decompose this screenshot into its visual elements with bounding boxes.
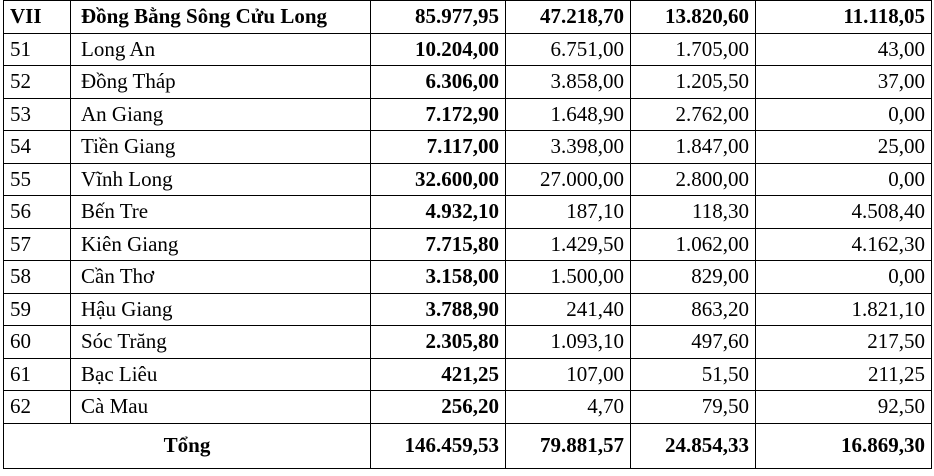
table-row — [4, 326, 932, 359]
table-row — [4, 196, 932, 229]
province-value-2: 107,00 — [506, 358, 631, 391]
table-row — [4, 261, 932, 294]
province-value-1: 7.117,00 — [371, 131, 506, 164]
region-row — [4, 1, 932, 34]
province-name: Long An — [71, 33, 371, 66]
province-value-1: 3.158,00 — [371, 261, 506, 294]
province-name: Cần Thơ — [71, 261, 371, 294]
row-number: 60 — [4, 326, 71, 359]
province-data-table — [3, 0, 932, 469]
province-value-3: 79,50 — [631, 391, 756, 424]
table-row — [4, 358, 932, 391]
region-code: VII — [4, 1, 71, 34]
province-value-1: 7.715,80 — [371, 228, 506, 261]
province-value-2: 3.398,00 — [506, 131, 631, 164]
province-value-2: 1.648,90 — [506, 98, 631, 131]
province-value-1: 6.306,00 — [371, 66, 506, 99]
province-value-4: 1.821,10 — [756, 293, 932, 326]
province-value-2: 27.000,00 — [506, 163, 631, 196]
row-number: 62 — [4, 391, 71, 424]
row-number: 58 — [4, 261, 71, 294]
province-value-4: 217,50 — [756, 326, 932, 359]
table-row — [4, 228, 932, 261]
table-row — [4, 163, 932, 196]
table-row — [4, 98, 932, 131]
region-value-3: 13.820,60 — [631, 1, 756, 34]
province-name: Vĩnh Long — [71, 163, 371, 196]
row-number: 56 — [4, 196, 71, 229]
table-row — [4, 293, 932, 326]
province-value-3: 2.800,00 — [631, 163, 756, 196]
province-value-3: 1.847,00 — [631, 131, 756, 164]
province-value-2: 4,70 — [506, 391, 631, 424]
table-row — [4, 66, 932, 99]
province-value-3: 1.062,00 — [631, 228, 756, 261]
province-value-3: 497,60 — [631, 326, 756, 359]
province-value-1: 10.204,00 — [371, 33, 506, 66]
province-name: An Giang — [71, 98, 371, 131]
province-value-4: 37,00 — [756, 66, 932, 99]
province-name: Tiền Giang — [71, 131, 371, 164]
province-value-2: 187,10 — [506, 196, 631, 229]
province-value-3: 829,00 — [631, 261, 756, 294]
total-value-1: 146.459,53 — [371, 423, 506, 468]
province-value-1: 7.172,90 — [371, 98, 506, 131]
region-value-2: 47.218,70 — [506, 1, 631, 34]
province-value-3: 1.705,00 — [631, 33, 756, 66]
total-value-4: 16.869,30 — [756, 423, 932, 468]
province-value-3: 863,20 — [631, 293, 756, 326]
row-number: 53 — [4, 98, 71, 131]
province-name: Sóc Trăng — [71, 326, 371, 359]
province-value-2: 1.093,10 — [506, 326, 631, 359]
province-value-2: 1.429,50 — [506, 228, 631, 261]
province-name: Đồng Tháp — [71, 66, 371, 99]
province-value-4: 92,50 — [756, 391, 932, 424]
row-number: 61 — [4, 358, 71, 391]
province-value-2: 3.858,00 — [506, 66, 631, 99]
row-number: 54 — [4, 131, 71, 164]
province-value-1: 256,20 — [371, 391, 506, 424]
province-value-4: 43,00 — [756, 33, 932, 66]
province-name: Hậu Giang — [71, 293, 371, 326]
row-number: 52 — [4, 66, 71, 99]
row-number: 55 — [4, 163, 71, 196]
province-value-4: 0,00 — [756, 163, 932, 196]
province-value-2: 6.751,00 — [506, 33, 631, 66]
province-value-4: 25,00 — [756, 131, 932, 164]
province-value-2: 1.500,00 — [506, 261, 631, 294]
province-value-1: 3.788,90 — [371, 293, 506, 326]
province-name: Cà Mau — [71, 391, 371, 424]
region-name: Đồng Bằng Sông Cửu Long — [71, 1, 371, 34]
province-value-3: 118,30 — [631, 196, 756, 229]
province-value-4: 4.162,30 — [756, 228, 932, 261]
total-value-3: 24.854,33 — [631, 423, 756, 468]
province-name: Kiên Giang — [71, 228, 371, 261]
table-row — [4, 131, 932, 164]
total-row — [4, 423, 932, 468]
province-value-3: 51,50 — [631, 358, 756, 391]
province-value-4: 0,00 — [756, 98, 932, 131]
province-value-1: 4.932,10 — [371, 196, 506, 229]
province-value-3: 2.762,00 — [631, 98, 756, 131]
row-number: 51 — [4, 33, 71, 66]
province-name: Bạc Liêu — [71, 358, 371, 391]
row-number: 57 — [4, 228, 71, 261]
province-value-4: 0,00 — [756, 261, 932, 294]
total-label: Tổng — [4, 423, 371, 468]
province-value-2: 241,40 — [506, 293, 631, 326]
region-value-1: 85.977,95 — [371, 1, 506, 34]
province-name: Bến Tre — [71, 196, 371, 229]
province-value-1: 421,25 — [371, 358, 506, 391]
province-value-4: 4.508,40 — [756, 196, 932, 229]
table-body — [4, 1, 932, 469]
region-value-4: 11.118,05 — [756, 1, 932, 34]
province-value-1: 2.305,80 — [371, 326, 506, 359]
province-value-3: 1.205,50 — [631, 66, 756, 99]
table-row — [4, 391, 932, 424]
total-value-2: 79.881,57 — [506, 423, 631, 468]
province-value-4: 211,25 — [756, 358, 932, 391]
province-value-1: 32.600,00 — [371, 163, 506, 196]
table-row — [4, 33, 932, 66]
row-number: 59 — [4, 293, 71, 326]
